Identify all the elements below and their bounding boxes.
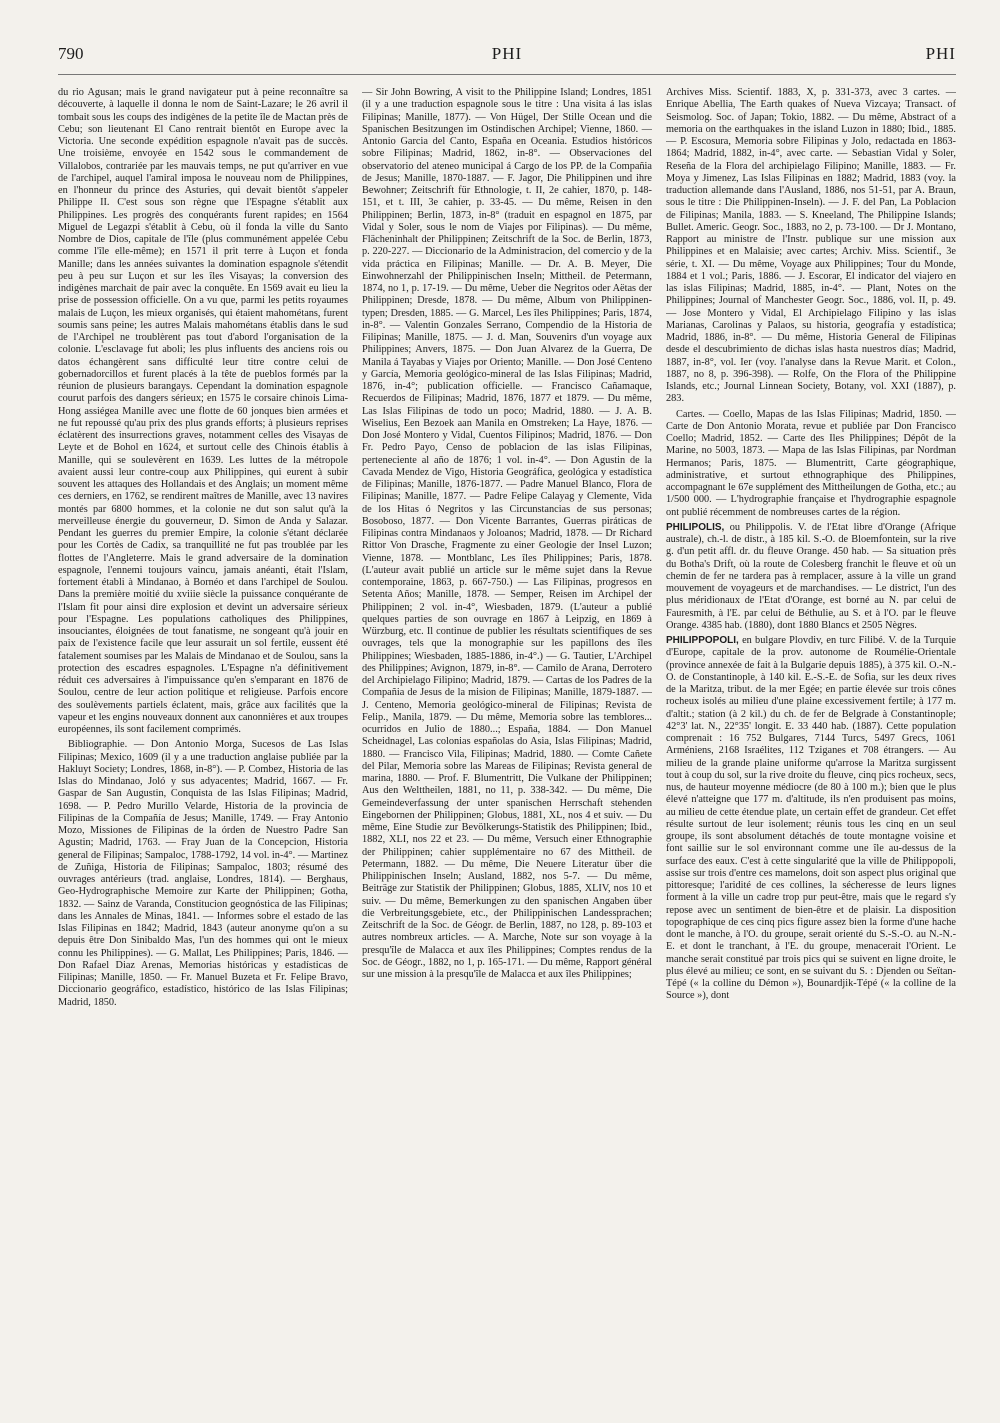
running-head (58, 44, 956, 75)
maps-paragraph: Cartes. — Coello, Mapas de las Islas Filipinas; Madrid, 1850. — Carte de Don Antonio Morata, revue et publiée par Don Francisco Coello; Madrid, 1852. — Carte des Iles Philippines; Dépôt de la Marine, no 5003, 1873. — Mapa de las Islas Filipinas, par Nordman Hermanos; Paris, 1875. — Blumentritt, Carte géographique, administrative, et surtout ethnographique des Philippines, accompagnant le 67e supplément des Mittheilungen de Gotha, etc.; au 1/500 000. — L'hydrographie française et l'hydrographie espagnole ont publié récemment de nombreuses cartes de la région. (666, 408, 956, 518)
bibliography-continued-paragraph: — Sir John Bowring, A visit to the Philippine Island; Londres, 1851 (il y a une traduction espagnole sous le titre : Una visita á las islas Filipinas; Manille, 1877). — Von Hügel, Der Stille Ocean und die Spanischen Besitzungen im Ostindischen Archipel; Vienne, 1860. — Antonio Garcia del Canto, España en Oceania. Estudios históricos sobre Filipinas; Madrid, 1862, in-8°. — Observaciones del observatorio del ateneo municipal á Cargo de los PP. de la Compañia de Jesus; Manille, 1870-1887. — F. Jagor, Die Philippinen und ihre Bewohner; Zeitschrift für Ethnologie, t. II, 2e cahier, 1870, p. 148-151, et t. III, 3e cahier, p. 33-45. — Du même, Reisen in den Philippinen; Berlin, 1873, in-8° (traduit en espagnol en 1875, par Vidal y Soler, sous le nom de Viajes por Filipinas). — Du même, Flächeninhalt der Philippinen; Zeitschrift de la Soc. de Berlin, 1873, p. 220-227. — Diccionario de la Administracion, del comercio y de la vida práctica en Filipinas; Manille. — Dr. A. B. Meyer, Die Einwohnerzahl der Philippinischen Inseln; Mittheil. de Petermann, 1874, no 1, p. 17-19. — Du même, Ueber die Negritos oder Aëtas der Philippinen; Dresde, 1878. — Du même, Album von Philippinen-typen; Dresden, 1885. — G. Marcel, Les îles Philippines; Paris, 1874, in-8°. — Valentin Gonzales Serrano, Compendio de la Historia de Filipinas; Manille, 1875. — J. d. Man, Souvenirs d'un voyage aux Philippines; Anvers, 1875. — Don Juan Alvarez de la Guerra, De Manila á Tayabas y Viajes por Oriento; Manille. — Don José Centeno y García, Memoria geológico-mineral de las Islas Filipinas; Madrid, 1876, in-4°; publication officielle. — Francisco Cañamaque, Recuerdos de Filipinas; Madrid, 1876, 1877 et 1879. — Du même, Las Islas Filipinas de todo un poco; Madrid, 1880. — J. A. B. Wiselius, Een Bezoek aan Manila en Omstreken; La Haye, 1876. — Don José Montero y Vidal, Cuentos Filipinos; Madrid, 1876. — Don Fr. Pedro Payo, Censo de poblacion de las islas Filipinas, perteneciente al año de 1876; 1 vol. in-4°. — Don Agustin de la Cavada Mendez de Vigo, Historia Geográfica, geológica y estadística de Filipinas; Manille, 1876-1877. — Padre Manuel Blanco, Flora de Filipinas; Manille, 1877. — Padre Felipe Calayag y Clemente, Vida de los Hitas ó Negritos y las Circunstancias de sus personas; Bosoboso, 1877. — Don Vicente Barrantes, Guerras piráticas de Filipinas contra Mindanaos y Joloanos; Madrid, 1878. — Dr Richard Rittor Von Drasche, Fragmente zu einer Geologie der Insel Luzon; Vienne, 1878. — Montblanc, Les îles Philippines; Paris, 1878. (L'auteur avait publié un article sur le même sujet dans la Revue contemporaine, 1863, p. 667-750.) — Las Filipinas, progresos en Setenta Años; Manille, 1878. — Semper, Reisen im Archipel der Philippinen; 2 vol. in-4°, Wiesbaden, 1879. (L'auteur a publié quelques parties de son ouvrage en 1867 à Leipzig, en 1869 à Würzburg, etc. Il continue de publier les résultats scientifiques de ses ouvrages, tels que la monographie sur les papillons des îles Philippines; Wiesbaden, 1885-1886, in-4°.) — G. Tautier, L'Archipel des Philippines; Avignon, 1879, in-8°. — Camilo de Arana, Derrotero del Archipielago Filipino; Madrid, 1879. — Cartas de los Padres de la Compañia de Jesus de la mision de Filipinas; Manille, 1879-1887. — J. Centeno, Memoria geológico-mineral de Filipinas; Revista de Felip., Manila, 1879. — Du même, Memoria sobre las temblores... ocurridos en Julio de 1880...; España, 1884. — Don Manuel Scheidnagel, Las colonias españolas do Asia, Islas Filipinas; Madrid, 1880. — Francisco Vila, Filipinas; Madrid, 1880. — Comte Cañete del Pilar, Memoria sobre las Mareas de Filipinas; Revista general de marina, 1880. — Prof. F. Blumentritt, Die Vulkane der Philippinen; Aus den Welttheilen, 1881, no 11, p. 338-342. — Du même, Die Gemeindeverfassung der unter spanischen Herrschaft stehenden Eingebornen der Philippinen; Globus, 1881, XL, nos 4 et suiv. — Du même, Eine Studie zur Bevölkerungs-Statistik des Philippinen; Ibid., 1882, XLI, nos 22 et 23. — Du même, Versuch einer Ethnographie der Philippinen; cahier supplémentaire no 67 des Mittheil. de Petermann, 1882. — Du même, Die Neuere Literatur über die Philippinischen Inseln; Ausland, 1882, nos 5-7. — Du même, Beiträge zur Statistik der Philippinen; Globus, 1885, XLIV, nos 10 et suiv. — Du même, Bemerkungen zu den spanischen Angaben über die Verbreitungsgebiete, etc., der Philippinischen Landessprachen; Zeitschrift de la Soc. de Géogr. de Berlin, 1887, no 128, p. 89-103 et autres nombreux articles. — A. Marche, Note sur son voyage à la presqu'île de Malacca et aux îles Philippines; Comptes rendus de la Soc. de Géogr., 1882, no 1, p. 165-171. — Du même, Rapport général sur une mission à la presqu'île de Malacca et aux îles Philippines; (362, 87, 652, 980)
page-number: 790 (58, 44, 84, 63)
entry-philipolis-body: ou Philippolis. V. de l'Etat libre d'Orange (Afrique australe), ch.-l. de distr., à 185 kil. S.-O. de Bloemfontein, sur la rive g. d'un petit affl. dr. du fleuve Orange. 450 hab. — Sa situation près du Botha's Drift, où la route de Colesberg franchit le fleuve et où un chemin de fer ne tardera pas à remplacer, assure à la ville un grand mouvement de voyageurs et de marchandises. (666, 521, 956, 594)
entry-philipolis-district: — Le district, l'un des plus méridionaux de l'Etat d'Orange, est borné au N. par celui de Fauresmith, à l'E. par celui de Béthulie, au S. et à l'O. par le fleuve Orange. 4385 hab. (1880), dont 1880 Blancs et 2505 Nègres. (666, 583, 956, 631)
column-left (58, 87, 348, 1407)
entry-philippopoli-headword: PHILIPPOPOLI, (666, 635, 739, 646)
entry-philippopoli (666, 635, 956, 1003)
column-middle (362, 87, 652, 1407)
bibliography-end-paragraph: Archives Miss. Scientif. 1883, X, p. 331-373, avec 3 cartes. — Enrique Abellia, The Earth quakes of Nueva Vizcaya; Transact. of Seismolog. Soc. of Japan; Tokio, 1882. — Du même, Abstract of a memoria on the earthquakes in the island Luzon in 1880; Ibid., 1885. — P. Escosura, Memoria sobre Filipinas y Jolo, redactada en 1863-1864; Madrid, 1882, in-4°, avec carte. — Sebastian Vidal y Soler, Reseña de la Flora del archipielago Filipino; Manille, 1883. — Fr. Moya y Jimenez, Las Islas Filipinas en 1882; Madrid, 1883 (voy. la traduction allemande dans l'Ausland, 1886, nos 51-51, par A. Braun, sous le titre : Die Philippinen-Inseln). — J. F. del Pan, La Poblacion de Filipinas; Manila, 1883. — S. Kneeland, The Philippine Islands; Bullet. Americ. Geogr. Soc., 1883, no 2, p. 73-100. — Dr J. Montano, Rapport au ministre de l'Instr. publique sur une mission aux Philippines et en Malaisie; avec cartes; Archiv. Miss. Scientif., 3e série, t. XI. — Du même, Voyage aux Philippines; Tour du Monde, 1884 et 1 vol.; Paris, 1886. — J. Escorar, El indicator del viajero en las islas Filipinas; Madrid, 1885, in-4°. — Plant, Notes on the Philippines; Journal of Manchester Geogr. Soc., 1886, vol. II, p. 49. — Jose Montero y Vidal, El Archipielago Filipino y las islas Marianas, Carolinas y Palaos, su historia, geografía y estadística; Madrid, 1886, in-8°. — Du même, Historia General de Filipinas desde el descubrimiento de dichas islas hasta nuestros días; Madrid, 1887, in-8°, vol. Ier (voy. l'analyse dans la Revue Marit. et Colon., 1887, no 8, p. 396-398). — Rolfe, On the Flora of the Philippine Islands, etc.; Journal Linnean Society, Botany, vol. XXI (1887), p. 283. (666, 87, 956, 405)
running-head-center: PHI (491, 44, 523, 63)
text-columns (58, 87, 956, 1407)
running-head-right: PHI (925, 44, 956, 63)
entry-philipolis (666, 522, 956, 632)
column-right (666, 87, 956, 1407)
entry-philipolis-headword: PHILIPOLIS, (666, 521, 725, 533)
entry-philippopoli-body: en bulgare Plovdiv, en turc Filibé. V. de la Turquie d'Europe, capitale de la prov. autonome de Roumélie-Orientale (province annexée de fait à la Bulgarie depuis 1885), à 375 kil. O.-N.-O. de Constantinople, à 140 kil. E.-S.-E. de Sofia, sur les deux rives de la Maritza, tribut. de la mer Egée; en partie élevée sur trois cônes rocheux isolés au milieu d'une plaine excessivement fertile; à 177 m. d'altit.; station (à 2 kil.) du ch. de fer de Belgrade à Constantinople; 42°3' lat. N., 22°35' longit. E. 33 440 hab. (1887). Cette population comprenait : 16 752 Bulgares, 7144 Turcs, 5497 Grecs, 1061 Arméniens, 2168 Israélites, 112 Tziganes et 708 étrangers. — Au milieu de la grande plaine uniforme qu'arrose la Maritza surgissent tout à coup du sol, sur la rive droite du fleuve, cinq pics rocheux, secs, nus, de hauteur moyenne médiocre (de 80 à 100 m.); bien que le plus élevé n'atteigne que 177 m. d'altitude, ils n'en produisent pas moins, au milieu de cette étendue plate, un certain effet de grandeur. Cet effet résulte surtout de leur isolement; réunis tous les cinq en un seul groupe, ils sont absolument détachés de toute montagne voisine et font saillie sur le sol environnant comme une île au-dessus de la surface des eaux. C'est à cette singularité que la ville de Philippopoli, assise sur trois d'entre ces mamelons, doit son aspect plus original que pittoresque; l'aridité de ces collines, la sécheresse de leurs lignes forment à la ville un cadre trop pur peut-être, mais que le regard s'y repose avec un sentiment de bien-être et de plaisir. La disposition topographique de ces cinq pics figure assez bien la forme d'une hache dont le manche, à l'O. du groupe, serait orienté du S.-S.-O. au N.-N.-E. et dont le tranchant, à l'E. du groupe, menacerait l'Orient. Le manche serait constitué par trois pics qui se suivent en ligne droite, le plus élevé au milieu; ce sont, en se suivant du S. : Djenden ou Seïtan-Tépé (« la colline du Démon »), Bounardjik-Tépé (« la colline de la Source »), dont (666, 635, 956, 1002)
bibliography-paragraph: Bibliographie. — Don Antonio Morga, Sucesos de Las Islas Filipinas; Mexico, 1609 (il y a une traduction anglaise publiée par la Hakluyt Society; Londres, 1868, in-8°). — P. Combez, Historia de las Islas do Mindanao, Joló y sus adyacentes; Madrid, 1667. — Fr. Gaspar de San Augustin, Conquista de las Islas Filipinas; Madrid, 1698. — P. Pedro Murillo Velarde, Historia de la provincia de Filipinas de la Compañía de Jesus; Manille, 1749. — Fray Antonio Mozo, Missiones de Filipinas de la órden de Nuestro Padre San Agustin; Madrid, 1763. — Fray Juan de la Concepcion, Historia general de Filipinas; Sampaloc, 1788-1792, 14 vol. in-4°. — Martinez de Zuñiga, Historia de Filipinas; Sampaloc, 1803; résumé des ouvrages antérieurs (trad. anglaise, Londres, 1814). — Berghaus, Geo-Hydrographische Memoire zur Karte der Philippinen; Gotha, 1832. — Sainz de Varanda, Constitucion geognóstica de las Filipinas; dans les Annales de Minas, 1841. — Informes sobre el estado de las Islas Filipinas en 1842; Madrid, 1843 (auteur anonyme qu'on a su depuis être Don Sinibaldo Mas, l'un des hommes qui ont le mieux connu les Philippines). — G. Mallat, Les Philippines; Paris, 1846. — Don Rafael Diaz Arenas, Memorias históricas y estadísticas de Filipinas; Manille, 1850. — Fr. Manuel Buzeta et Fr. Felipe Bravo, Diccionario geográfico, estadístico, histórico de las Islas Filipinas; Madrid, 1850. (58, 739, 348, 1008)
philippines-history-paragraph: du rio Agusan; mais le grand navigateur put à peine reconnaître sa découverte, à laquelle il donna le nom de Saint-Lazare; le 26 avril il tombait sous les coups des indigènes de la petite île de Mactan près de Cebu; son lieutenant El Cano rentrait bientôt en Europe avec la Victoria. Une seconde expédition espagnole n'avait pas de succès. Une troisième, envoyée en 1542 sous le commandement de Villalobos, contrariée par les mauvais temps, ne put qu'arriver en vue de l'archipel, auquel l'amiral imposa le nouveau nom de Philippines, en l'honneur du prince des Asturies, qui devait bientôt s'appeler Philippe II. C'est sous son règne que l'Espagne s'établit aux Philippines. Les progrès des conquérants furent rapides; en 1564 Miguel de Legazpi s'établit à Cebu, où il fonda la ville du Santo Nombre de Dios, capitale de l'île (plus communément appelée Cebu comme l'île elle-même); en 1571 il prit terre à Luçon et fonda Manille; dans les années suivantes la domination espagnole s'étendit peu à peu sur Luçon et sur les îles Visayas; la conversion des indigènes marchait de pair avec la conquête. En 1569 avait eu lieu la prise de possession officielle. On a vu que, parmi les petits royaumes malais de Luçon, les mieux organisés, qui étaient mahométans, furent soumis sans peine; les autres Malais mahométans établis dans le sud de l'Archipel ne troublèrent pas tout d'abord l'organisation de la colonie. L'esclavage fut aboli; les plus influents des anciens rois ou datos échangèrent sans difficulté leur titre contre celui de gobernadorcillos et furent placés à la tête de pueblos formés par la réunion de plusieurs barangays. Cependant la domination espagnole courut parfois des dangers sérieux; en 1575 le corsaire chinois Lima-Hong assiégea Manille avec une flotte de 60 jonques bien armées et ne fut repoussé qu'au prix des plus grands efforts; à plusieurs reprises éclatèrent des insurrections graves, notamment celles des Visayas de Leyte et de Bohol en 1624, et surtout celle des Chinois établis à Manille, qui se soulevèrent en 1639. Les luttes de la métropole avaient aussi leur contre-coup aux Philippines, qui eurent à subir souvent les attaques des Hollandais et des Anglais; un moment même ces derniers, en 1762, se rendirent maîtres de Manille, avec 13 navires montés par 6800 hommes, et la colonie ne dut son salut qu'à la merveilleuse énergie du gouverneur, D. Simon de Anda y Salazar. Pendant les guerres du premier Empire, la colonie s'étant déclarée pour les Cortès de Cadix, sa tranquillité ne fut pas troublée par les flottes de l'Angleterre. Mais le grand adversaire de la domination espagnole, l'ennemi toujours vaincu, jamais anéanti, était l'Islam, fortement établi à Mindanao, à Bornéo et dans l'archipel de Soulou. Dans la première moitié du xviiie siècle la puissance conquérante de l'Islam fit pour ainsi dire explosion et devint un adversaire sérieux pour l'Espagne. Les populations catholiques des Philippines, insouciantes, éloignées de tout fanatisme, ne songeant qu'à jouir en paix de l'existence facile que leur assurait un sol fertile, eussent été fatalement soumises par les Malais de Mindanao et de Soulou, sans la protection des escadres espagnoles. L'Espagne n'a définitivement réduit ces adversaires à l'impuissance qu'en s'emparant en 1876 de Soulou, centre de leur action politique et religieuse. Parfois encore des soulèvements partiels éclatent, mais, grâce aux facilités que la vapeur et les engins nouveaux donnent aux canonnières et aux troupes européennes, ils sont facilement comprimés. (58, 87, 348, 735)
